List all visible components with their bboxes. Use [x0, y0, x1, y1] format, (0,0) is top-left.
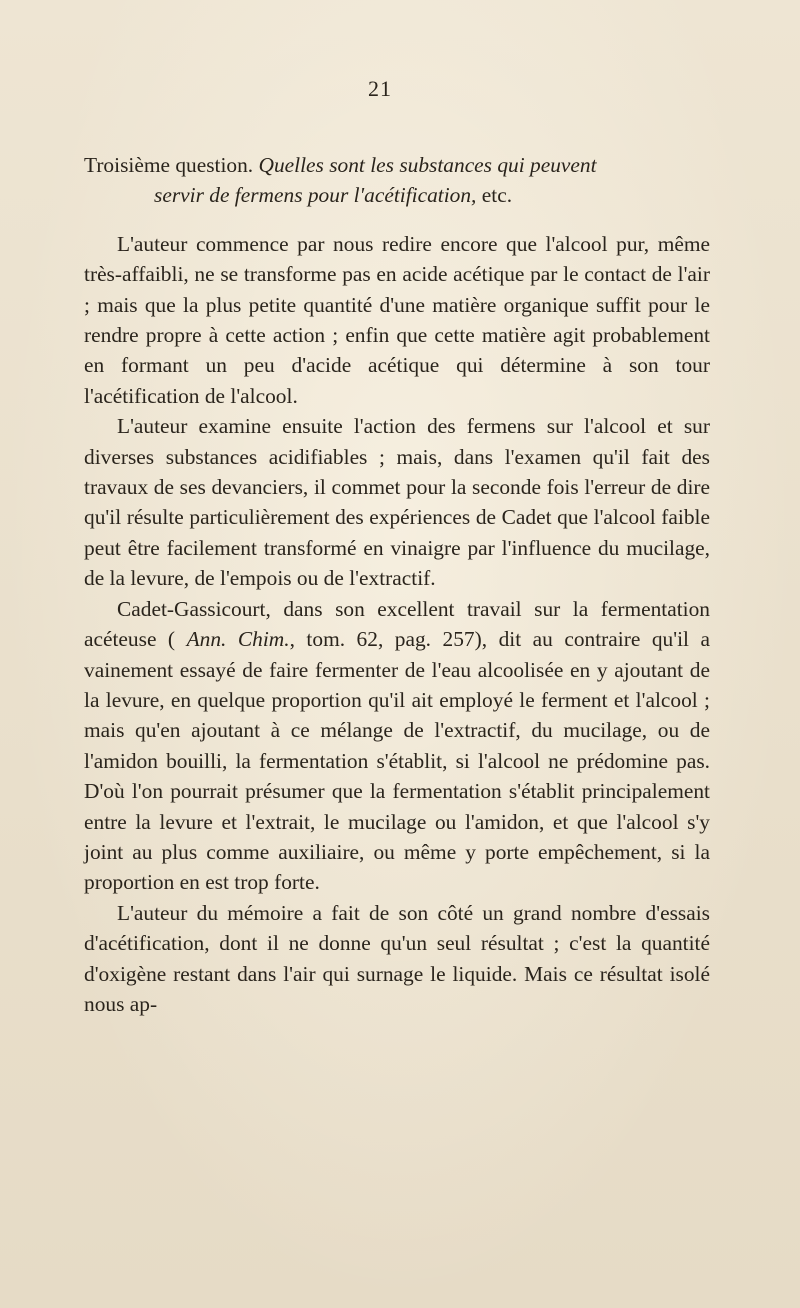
paragraph-2 [84, 411, 710, 593]
paragraph-text: Cadet-Gassicourt, dans son excellent travail sur la fermentation acéteuse ( [84, 596, 710, 652]
heading-question-line2: servir de fermens pour l'acétification, [154, 183, 477, 208]
section-heading [84, 150, 710, 211]
paragraph-3 [84, 594, 710, 898]
heading-tail: etc. [481, 183, 513, 208]
paragraph-text: L'auteur du mémoire a fait de son côté un grand nombre d'essais d'acétification, dont il ne donne qu'un seul résultat ; c'est la quantité d'oxigène restant dans l'air qui surnage le liquide. Mais ce résultat isolé nous ap- [84, 900, 710, 1016]
heading-lead: Troisième question. [84, 153, 254, 177]
paragraph-4 [84, 898, 710, 1020]
citation-journal: Ann. Chim. [186, 627, 290, 652]
paragraph-text: , tom. 62, pag. 257), dit au contraire qu'il a vainement essayé de faire fermenter de l'eau alcoolisée en y ajoutant de la levure, en quelque proportion qu'il ait employé le ferment et l'alcool ; mais qu'en ajoutant à ce mélange de l'extractif, du mucilage, ou de l'amidon bouilli, la fermentation s'établit, si l'alcool ne prédomine pas. D'où l'on pourrait présumer que la fermentation s'établit principalement entre la levure et l'extrait, le mucilage ou l'amidon, et que l'alcool s'y joint au plus comme auxiliaire, ou même y porte empêchement, si la proportion en est trop forte. [84, 627, 710, 895]
heading-spacer [84, 211, 710, 229]
heading-question-line1: Quelles sont les substances qui peuvent [258, 153, 597, 177]
page-number: 21 [368, 76, 392, 101]
body-text [84, 150, 710, 1019]
paragraph-text: L'auteur examine ensuite l'action des fermens sur l'alcool et sur diverses substances acidifiables ; mais, dans l'examen qu'il fait des travaux de ses devanciers, il commet pour la seconde fois l'erreur de dire qu'il résulte particulièrement des expériences de Cadet que l'alcool faible peut être facilement transformé en vinaigre par l'influence du mucilage, de la levure, de l'empois ou de l'extractif. [84, 414, 710, 591]
paragraph-text: L'auteur commence par nous redire encore que l'alcool pur, même très-affaibli, ne se transforme pas en acide acétique par le contact de l'air ; mais que la plus petite quantité d'une matière organique suffit pour le rendre propre à cette action ; enfin que cette matière agit probablement en formant un peu d'acide acétique qui détermine à son tour l'acétification de l'alcool. [84, 231, 710, 408]
paragraph-1 [84, 229, 710, 411]
